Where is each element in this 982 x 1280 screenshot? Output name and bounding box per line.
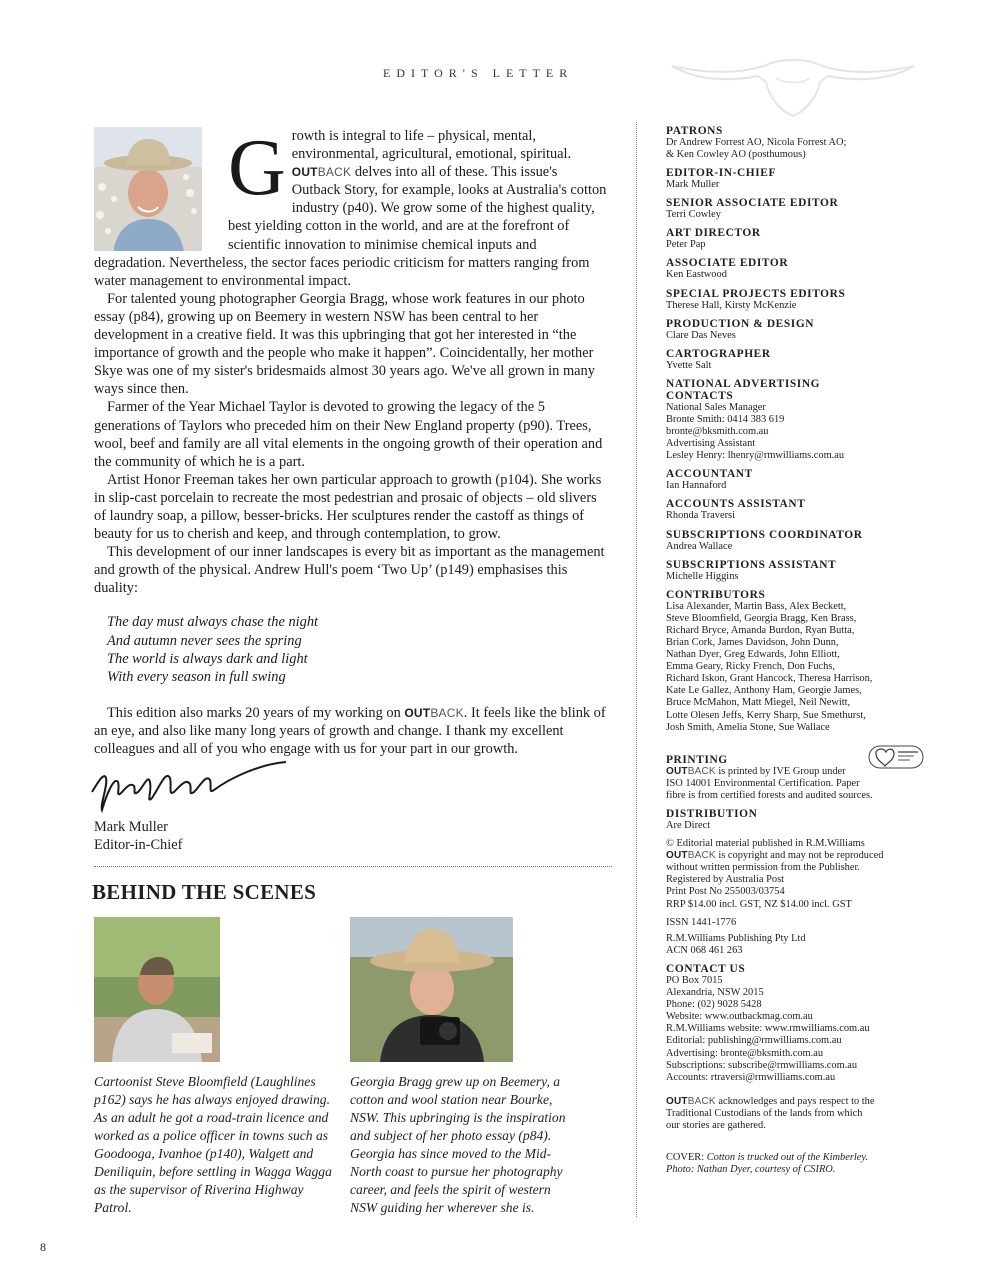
poem-line: And autumn never sees the spring (107, 632, 302, 649)
masthead-column (666, 125, 928, 1182)
certification-badge-icon (868, 740, 924, 770)
page-number: 8 (40, 1240, 46, 1254)
poem-line: The day must always chase the night (107, 614, 319, 631)
masthead-copyright: © Editorial material published in R.M.Williams OUTBACK is copyright and may not be reproduced without written permission from the Publisher. Registered by Australia Post Print Post No 255003/03754 RRP $14.00 incl. GST, NZ $14.00 incl. GST (666, 838, 884, 910)
section-header: EDITOR'S LETTER (383, 66, 574, 80)
letter-paragraph-4: Artist Honor Freeman takes her own particular approach to growth (p104). She works in slip-cast porcelain to recreate the most pedestrian and prosaic of objects – old slivers of laundry soap, a pillow, besser-bricks. Her sculptures render the castoff as things of beauty for us to cherish and keep, and through contemplation, to grow. (94, 471, 602, 543)
masthead-patrons: PATRONS Dr Andrew Forrest AO, Nicola Forrest AO; & Ken Cowley AO (posthumous) (666, 125, 847, 161)
signer-name: Mark Muller (94, 819, 168, 835)
outback-brand-mark: OUTBACK (291, 165, 352, 180)
masthead-accounts-assistant: ACCOUNTS ASSISTANT Rhonda Traversi (666, 498, 806, 522)
contributor-photo-steve-bloomfield (94, 917, 220, 1062)
letter-paragraph-1: rowth is integral to life – physical, mental, environmental, agricultural, emotional, spiritual. OUTBACK delves into all of these. This issue's Outback Story, for example, looks at Australia's cotton industry (p40). We grow some of the highest quality, best yielding cotton in the world, and are at the forefront of scientific innovation to minimise chemical inputs and degradation. Nevertheless, the sector faces periodic criticism for matters ranging from water management to environmental impact. (94, 128, 607, 289)
masthead-associate-editor: ASSOCIATE EDITOR Ken Eastwood (666, 257, 789, 281)
behind-the-scenes-heading: BEHIND THE SCENES (92, 880, 317, 904)
caption-georgia-bragg: Georgia Bragg grew up on Beemery, a cotton and wool station near Bourke, NSW. This upbringing is the inspiration and subject of her photo essay (p84). Georgia has since moved to the Mid-North coast to pursue her photography career, and feels the spirit of western NSW guiding her wherever she is. (350, 1074, 566, 1215)
letter-paragraph-5: This development of our inner landscapes is every bit as important as the management and growth of the physical. Andrew Hull's poem ‘Two Up’ (p149) emphasises this duality: (94, 544, 605, 597)
masthead-acknowledgement: OUTBACK acknowledges and pays respect to the Traditional Custodians of the lands from which our stories are gathered. (666, 1095, 875, 1131)
signer-block (94, 818, 182, 854)
contributor-photo-georgia-bragg (350, 917, 513, 1062)
outback-brand-mark: OUTBACK (404, 705, 464, 720)
masthead-contributors: CONTRIBUTORS Lisa Alexander, Martin Bass, Alex Beckett, Steve Bloomfield, Georgia Bragg, Ken Brass, Richard Bryce, Amanda Burdon, Ryan Butta, Brian Cork, James Davidson, John Dunn, Nathan Dyer, Greg Edwards, John Elliott, Emma Geary, Ricky French, Don Fuchs, Richard Iskon, Grant Hancock, Theresa Harrison, Kate Le Gallez, Anthony Ham, Georgie James, Bruce McMahon, Matt Miegel, Neil Newitt, Lotte Olesen Jeffs, Kerry Sharp, Sue Smethurst, Josh Smith, Amelia Stone, Sue Wallace (666, 588, 873, 733)
poem-line: With every season in full swing (107, 668, 286, 685)
editors-letter-body (94, 124, 609, 758)
masthead-senior-associate-editor: SENIOR ASSOCIATE EDITOR Terri Cowley (666, 197, 839, 221)
editor-signature (90, 752, 290, 816)
column-divider (636, 122, 637, 1217)
masthead-publisher: R.M.Williams Publishing Pty Ltd ACN 068 461 263 (666, 932, 806, 956)
masthead-printing: PRINTING OUTBACK is printed by IVE Group under ISO 14001 Environmental Certification. Paper fibre is from certified forests and audited sources. (666, 754, 928, 802)
masthead-advertising-contacts: NATIONAL ADVERTISING CONTACTS National Sales Manager Bronte Smith: 0414 383 619 bronte@bksmith.com.au Advertising Assistant Lesley Henry: lhenry@rmwilliams.com.au (666, 377, 845, 462)
signer-title: Editor-in-Chief (94, 837, 183, 853)
letter-paragraph-2: For talented young photographer Georgia Bragg, whose work features in our photo essay (p84), growing up on Beemery in western NSW has been central to her development in a creative field. It was this upbringing that got her interested in “the importance of growth and the people who make it happen”. Coincidentally, her mother Skye was one of my sister's bridesmaids almost 30 years ago. We've all grown in many ways since then. (94, 290, 595, 398)
longhorn-logo-watermark (668, 44, 918, 118)
outback-brand-mark: OUTBACK (666, 1095, 716, 1107)
drop-cap: G (228, 124, 286, 212)
masthead-cover-credit: COVER: Cotton is trucked out of the Kimberley. Photo: Nathan Dyer, courtesy of CSIRO. (666, 1152, 869, 1176)
letter-paragraph-3: Farmer of the Year Michael Taylor is devoted to growing the legacy of the 5 generations of Taylors who preceded him on their New England property (p90). Trees, wool, beef and family are all vital elements in the ongoing growth of their operation and the community of which he is a part. (94, 399, 603, 470)
poem-excerpt (107, 613, 609, 685)
outback-brand-mark: OUTBACK (666, 850, 716, 862)
masthead-subscriptions-assistant: SUBSCRIPTIONS ASSISTANT Michelle Higgins (666, 558, 837, 582)
masthead-accountant: ACCOUNTANT Ian Hannaford (666, 468, 753, 492)
section-divider (94, 866, 612, 867)
masthead-production-design: PRODUCTION & DESIGN Clare Das Neves (666, 317, 815, 341)
outback-brand-mark: OUTBACK (666, 765, 716, 777)
masthead-contact: CONTACT US PO Box 7015 Alexandria, NSW 2015 Phone: (02) 9028 5428 Website: www.outbackmag.com.au R.M.Williams website: www.rmwilliams.com.au Editorial: publishing@rmwilliams.com.au Advertising: bronte@bksmith.com.au Subscriptions: subscribe@rmwilliams.com.au Accounts: rtraversi@rmwilliams.com.au (666, 962, 870, 1083)
masthead-subscriptions-coordinator: SUBSCRIPTIONS COORDINATOR Andrea Wallace (666, 528, 863, 552)
masthead-art-director: ART DIRECTOR Peter Pap (666, 227, 761, 251)
masthead-issn: ISSN 1441-1776 (666, 916, 737, 928)
masthead-special-projects: SPECIAL PROJECTS EDITORS Therese Hall, Kirsty McKenzie (666, 287, 846, 311)
poem-line: The world is always dark and light (107, 650, 308, 667)
masthead-distribution: DISTRIBUTION Are Direct (666, 808, 758, 831)
masthead-editor-in-chief: EDITOR-IN-CHIEF Mark Muller (666, 167, 777, 191)
letter-paragraph-6: This edition also marks 20 years of my working on OUTBACK. It feels like the blink of an eye, and also like many long years of growth and change. I thank my excellent colleagues and all of you who engage with us for your part in our growth. (94, 704, 606, 757)
masthead-cartographer: CARTOGRAPHER Yvette Salt (666, 347, 771, 371)
caption-steve-bloomfield: Cartoonist Steve Bloomfield (Laughlines p162) says he has always enjoyed drawing. As an adult he got a road-train licence and worked as a police officer in towns such as Goodooga, Ivanhoe (p140), Walgett and Deniliquin, before settling in Wagga Wagga as the supervisor of Riverina Highway Patrol. (94, 1074, 332, 1215)
